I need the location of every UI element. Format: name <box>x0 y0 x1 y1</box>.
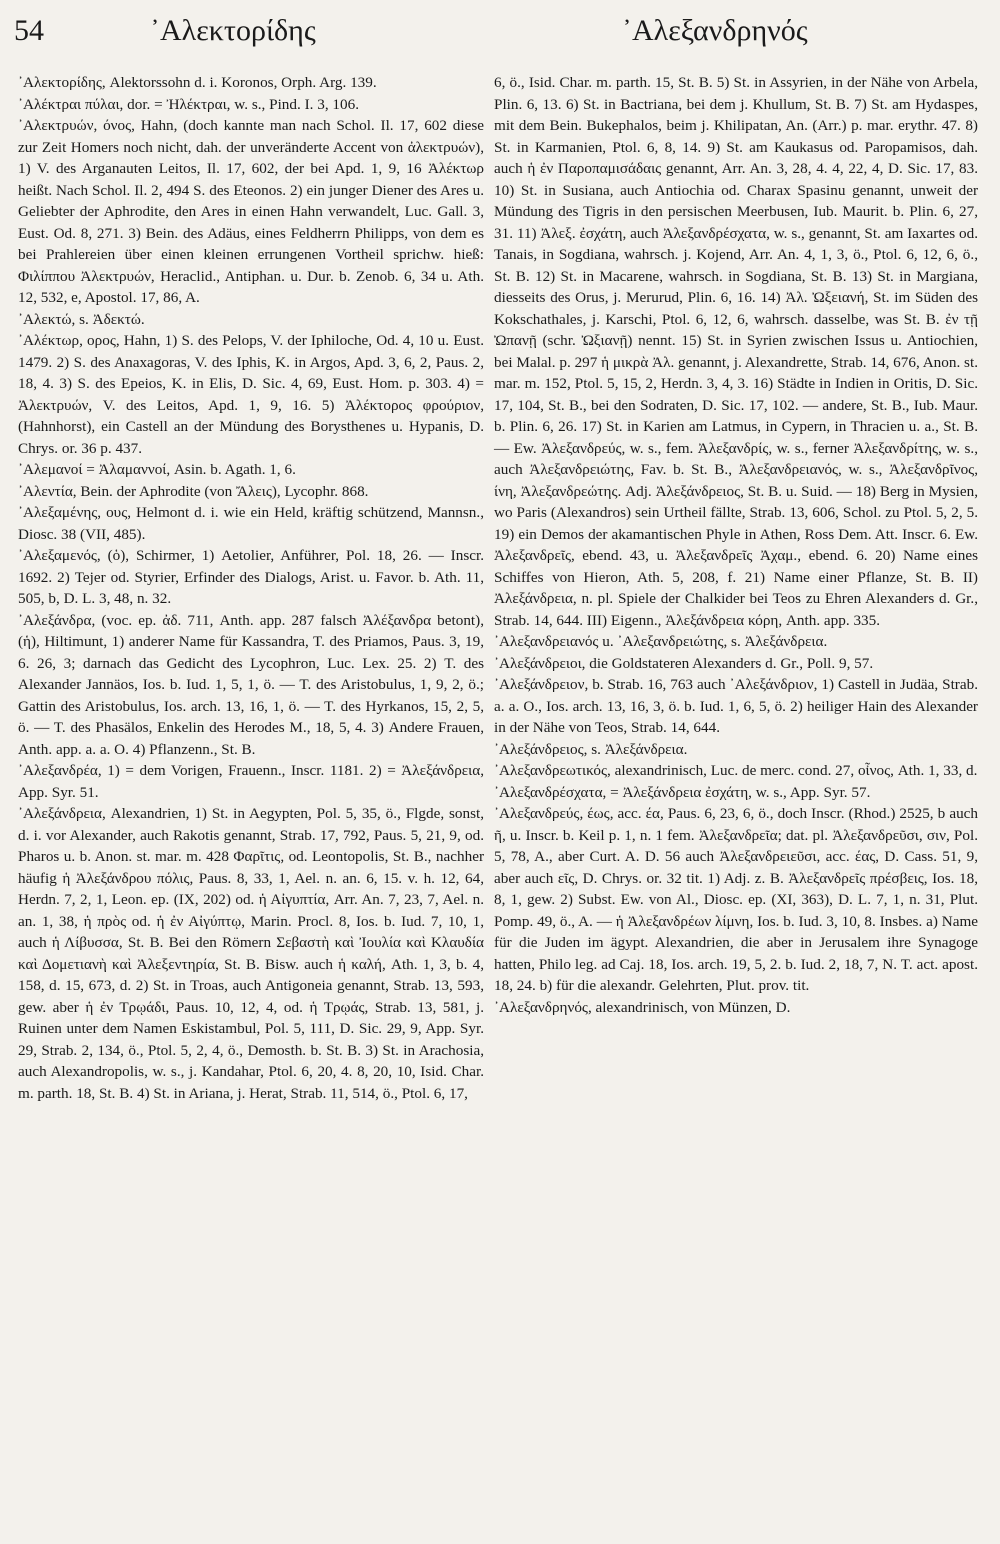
running-head-right: ᾿Αλεξανδρηνός <box>622 14 808 47</box>
dictionary-entry: ᾿Αλεξάνδρειος, s. Ἀλεξάνδρεια. <box>494 740 688 758</box>
dictionary-entry: ᾿Αλεξάνδρεια, Alexandrien, 1) St. in Aegypten, Pol. 5, 35, ö., Flgde, sonst, d. i. vor Alexander, auch Rakotis genannt, Strab. 17, 792, Paus. 5, 21, 9, od. Pharos u. b. Anon. st. mar. m. 428 Φαρῖτις, od. Leontopolis, St. B., nachher häufig ἡ Ἀλεξάνδρου πόλις, Paus. 8, 33, 1, Ael. n. an. 6, 15. v. h. 12, 64, Herdn. 7, 2, 1, Leon. ep. (IX, 202) od. ἡ Αἰγυπτία, Arr. An. 7, 23, 7, Ael. n. an. 1, 38, ἡ πρὸς od. ἡ ἐν Αἰγύπτῳ, Marin. Procl. 8, Ios. b. Iud. 7, 10, 1, auch ἡ Λίβυσσα, St. B. Bei den Römern Σεβαστὴ καὶ Ἰουλία καὶ Κλαυδία καὶ Δομετιανὴ καὶ Ἀλεξεντηρία, St. B. Bisw. auch ἡ καλή, Ath. 1, 3, b. 4, 158, d. 15, 673, d. 2) St. in Troas, auch Antigoneia genannt, Strab. 13, 593, gew. aber ἡ ἐν Τρῳάδι, Paus. 10, 12, 4, od. ἡ Τρῳάς, Strab. 13, 581, j. Ruinen unter dem Namen Eskistambul, Pol. 5, 111, D. Sic. 29, 9, App. Syr. 29, Strab. 2, 134, ö., Ptol. 5, 2, 4, ö., Demosth. b. St. B. 3) St. in Arachosia, auch Alexandropolis, w. s., j. Kandahar, Ptol. 6, 20, 4. 8, 20, 10, Isid. Char. m. parth. 18, St. B. 4) St. in Ariana, j. Herat, Strab. 11, 514, ö., Ptol. 6, 17, <box>18 805 484 1102</box>
dictionary-entry: ᾿Αλεξαμενός, (ὁ), Schirmer, 1) Aetolier, Anführer, Pol. 18, 26. — Inscr. 1692. 2) Tejer od. Styrier, Erfinder des Dialogs, Arist. u. Favor. b. Ath. 11, 505, b, D. L. 3, 48, n. 32. <box>18 547 484 607</box>
dictionary-entry: ᾿Αλεκτώ, s. Ἀδεκτώ. <box>18 310 145 328</box>
dictionary-entry: ᾿Αλεξανδρεωτικός, alexandrinisch, Luc. de merc. cond. 27, οἶνος, Ath. 1, 33, d. <box>494 762 978 779</box>
dictionary-entry: ᾿Αλεκτορίδης, Alektorssohn d. i. Koronos, Orph. Arg. 139. <box>18 74 377 91</box>
column-divider <box>488 72 489 1512</box>
dictionary-entry: ᾿Αλεκτρυών, όνος, Hahn, (doch kannte man nach Schol. Il. 17, 602 diese zur Zeit Homers noch nicht, dah. der unveränderte Accent von ἀλεκτρυών), 1) V. des Arganauten Leitos, Il. 17, 602, der bei Apd. 1, 9, 16 Ἀλέκτωρ heißt. Nach Schol. Il. 2, 494 S. des Eteonos. 2) ein junger Diener des Ares u. Geliebter der Aphrodite, den Ares in einen Hahn verwandelt, Luc. Gall. 3, Eust. Od. 8, 271. 3) Bein. des Adäus, eines Feldherrn Philipps, von dem es bei Prahlereien über einen kleinen errungenen Vortheil sprichw. hieß: Φιλίππου Ἀλεκτρυών, Heraclid., Antiphan. u. Dur. b. Zenob. 6, 34 u. Ath. 12, 532, e, Apostol. 17, 86, A. <box>18 117 484 306</box>
dictionary-entry: ᾿Αλεξαμένης, ους, Helmont d. i. wie ein Held, kräftig schützend, Mannsn., Diosc. 38 (VII, 485). <box>18 504 484 543</box>
dictionary-entry: 6, ö., Isid. Char. m. parth. 15, St. B. 5) St. in Assyrien, in der Nähe von Arbela, Plin. 6, 13. 6) St. in Bactriana, bei dem j. Khullum, St. B. 7) St. am Hydaspes, mit dem Bein. Bukephalos, beim j. Khilipatan, An. (Arr.) p. mar. erythr. 47. 8) St. in Karmanien, Ptol. 6, 8, 14. 9) St. am Kaukasus od. Paropamisos, dah. auch ἡ ἐν Παροπαμισάδαις genannt, Arr. An. 3, 28, 4. 4, 22, 4, D. Sic. 17, 83. 10) St. in Susiana, auch Antiochia od. Charax Spasinu genannt, unweit der Mündung des Tigris in den persischen Meerbusen, Iub. Maurit. b. Plin. 6, 27, 31. 11) Ἀλεξ. ἐσχάτη, auch Ἀλεξανδρέσχατα, w. s., genannt, St. am Iaxartes od. Tanais, in Sogdiana, wahrsch. j. Kojend, Arr. An. 4, 1, 3, ö., Ptol. 6, 12, 6, ö., St. B. 12) St. in Macarene, wahrsch. in Sogdiana, St. B. 13) St. in Margiana, diesseits des Orus, j. Merurud, Plin. 6, 16. 14) Ἀλ. Ὠξειανή, St. im Süden des Kokschathales, j. Karschi, Ptol. 6, 12, 6, wahrsch. dasselbe, was St. B. ἐν τῇ Ὠπανῇ (schr. Ὠξιανῇ) nennt. 15) St. in Syrien zwischen Issus u. Antiochien, bei Malal. p. 297 ἡ μικρὰ Ἀλ. genannt, j. Alexandrette, Strab. 14, 676, Anon. st. mar. m. 152, Ptol. 5, 15, 2, Herdn. 3, 4, 3. 16) Städte in Indien in Oritis, D. Sic. 17, 104, St. B., bei den Sodraten, D. Sic. 17, 102. — andere, St. B., Iub. Maur. b. Plin. 6, 26. 17) St. in Karien am Latmus, in Cypern, in Thracien u. a., St. B. — Ew. Ἀλεξανδρεύς, w. s., fem. Ἀλεξανδρίς, w. s., ferner Ἀλεξανδρίτης, w. s., auch Ἀλεξανδρειώτης, Fav. b. St. B., Ἀλεξανδρειανός, w. s., Ἀλεξανδρῖνος, ίνη, Ἀλεξανδρεώτης. Adj. Ἀλεξάνδρειος, St. B. u. Suid. — 18) Berg in Mysien, wo Paris (Alexandros) sein Urtheil fällte, Strab. 13, 606, Schol. zu Ptol. 5, 2, 5. 19) ein Demos der akamantischen Phyle in Athen, Ross Dem. Att. Inscr. 6. Ew. Ἀλεξανδρεῖς, ebend. 43, u. Ἀλεξανδρεῖς Ἀχαμ., ebend. 6. 20) Name eines Schiffes von Hieron, Ath. 5, 208, f. 21) Name einer Pflanze, St. B. II) Ἀλεξάνδρεια, n. pl. Spiele der Chalkider bei Teos zu Ehren Alexanders d. Gr., Strab. 14, 644. III) Eigenn., Ἀλεξάνδρεια κόρη, Anth. app. 335. <box>494 74 978 629</box>
page-number: 54 <box>14 14 44 47</box>
dictionary-entry: ᾿Αλεμανοί = Ἀλαμαννοί, Asin. b. Agath. 1, 6. <box>18 461 296 478</box>
left-column <box>18 72 484 1104</box>
dictionary-entry: ᾿Αλεξανδρεύς, έως, acc. έα, Paus. 6, 23, 6, ö., doch Inscr. (Rhod.) 2525, b auch ῆ, u. Inscr. b. Keil p. 1, n. 1 fem. Ἀλεξανδρεῖα; dat. pl. Ἀλεξανδρεῦσι, σιν, Pol. 5, 78, A., aber Curt. A. D. 56 auch Ἀλεξανδρειεῦσι, acc. έας, D. Cass. 51, 9, aber auch εῖς, D. Chrys. or. 32 tit. 1) Adj. z. B. Ἀλεξανδρεῖς πρέσβεις, Ios. 18, 8, 1, gew. 2) Subst. Ew. von Al., Diosc. ep. (XI, 363), D. L. 7, 1, n. 31, Plut. Pomp. 49, ö., A. — ἡ Ἀλεξανδρέων λίμνη, Ios. b. Iud. 3, 10, 8. Insbes. a) Name für die Juden im ägypt. Alexandrien, die aber in Jerusalem ihre Synagoge hatten, Philo leg. ad Caj. 18, Ios. arch. 19, 5, 2. b. Iud. 2, 18, 7, N. T. act. apost. 18, 24. b) für die alexandr. Gelehrten, Plut. prov. tit. <box>494 805 978 994</box>
right-column <box>494 72 978 1018</box>
dictionary-entry: ᾿Αλεξανδρειανός u. ᾿Αλεξανδρειώτης, s. Ἀλεξάνδρεια. <box>494 633 828 650</box>
dictionary-entry: ᾿Αλεξάνδρειον, b. Strab. 16, 763 auch ᾿Αλεξάνδριον, 1) Castell in Judäa, Strab. a. a. O., Ios. arch. 13, 16, 3, ö. b. Iud. 1, 6, 5, ö. 2) heiliger Hain des Alexander in der Nähe von Teos, Strab. 14, 644. <box>494 676 978 736</box>
dictionary-entry: ᾿Αλεξανδρηνός, alexandrinisch, von Münzen, D. <box>494 998 791 1016</box>
dictionary-entry: ᾿Αλεξανδρέσχατα, = Ἀλεξάνδρεια ἐσχάτη, w. s., App. Syr. 57. <box>494 783 871 801</box>
dictionary-entry: ᾿Αλεξάνδρα, (voc. ep. ἀδ. 711, Anth. app. 287 falsch Ἀλέξανδρα betont), (ἡ), Hiltimunt, 1) anderer Name für Kassandra, T. des Priamos, Paus. 3, 19, 6. 26, 3; darnach das Gedicht des Lycophron, Luc. Lex. 25. 2) T. des Alexander Jannäos, Ios. b. Iud. 1, 5, 1, ö. — T. des Aristobulus, 1, 9, 2, ö.; Gattin des Aristobulus, Ios. arch. 13, 16, 1, ö. — T. des Hyrkanos, 15, 2, 5, ö. — T. des Phasälos, Enkelin des Herodes M., 18, 5, 4. 3) Andere Frauen, Anth. app. a. a. O. 4) Pflanzenn., St. B. <box>18 611 484 758</box>
dictionary-entry: ᾿Αλέκτωρ, ορος, Hahn, 1) S. des Pelops, V. der Iphiloche, Od. 4, 10 u. Eust. 1479. 2) S. des Anaxagoras, V. des Iphis, K. in Argos, Apd. 3, 6, 2, Paus. 2, 18, 4. 3) S. des Epeios, K. in Elis, D. Sic. 4, 69, Eust. Hom. p. 303. 4) = Ἀλεκτρυών, V. des Leitos, Apd. 1, 9, 16. 5) Ἀλέκτορος φρούριον, (Hahnhorst), ein Castell an der Mündung des Borysthenes u. Hypanis, D. Chrys. or. 36 p. 437. <box>18 332 484 457</box>
running-head-left: ᾿Αλεκτορίδης <box>150 14 316 47</box>
dictionary-entry: ᾿Αλεξανδρέα, 1) = dem Vorigen, Frauenn., Inscr. 1181. 2) = Ἀλεξάνδρεια, App. Syr. 51. <box>18 762 484 801</box>
dictionary-entry: ᾿Αλεντία, Bein. der Aphrodite (von Ἄλεις), Lycophr. 868. <box>18 482 369 500</box>
dictionary-entry: ᾿Αλεξάνδρειοι, die Goldstateren Alexanders d. Gr., Poll. 9, 57. <box>494 654 874 672</box>
dictionary-entry: ᾿Αλέκτραι πύλαι, dor. = Ἠλέκτραι, w. s., Pind. I. 3, 106. <box>18 95 359 113</box>
